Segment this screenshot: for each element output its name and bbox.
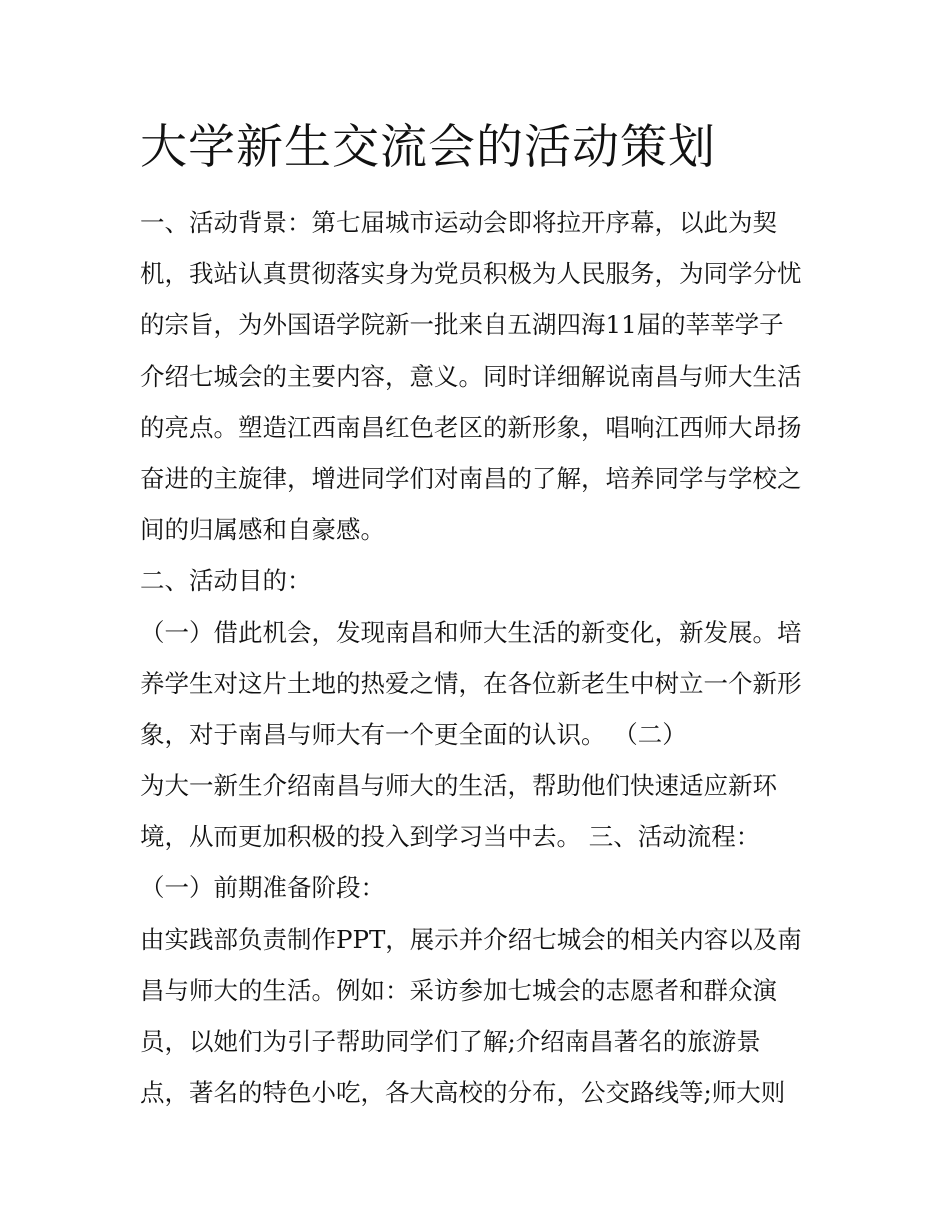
paragraph-line: 机，我站认真贯彻落实身为党员积极为人民服务，为同学分忧: [140, 259, 802, 289]
page-title: 大学新生交流会的活动策划: [140, 120, 716, 175]
paragraph-line: 的亮点。塑造江西南昌红色老区的新形象，唱响江西师大昂扬: [140, 412, 802, 442]
paragraph-line: 点，著名的特色小吃，各大高校的分布，公交路线等;师大则: [140, 1078, 786, 1108]
paragraph-line: 奋进的主旋律，增进同学们对南昌的了解，培养同学与学校之: [140, 463, 802, 493]
paragraph-line: 养学生对这片土地的热爱之情，在各位新老生中树立一个新形: [140, 668, 802, 698]
paragraph-line: 昌与师大的生活。例如：采访参加七城会的志愿者和群众演: [140, 975, 777, 1005]
paragraph-line: 员，以她们为引子帮助同学们了解;介绍南昌著名的旅游景: [140, 1027, 761, 1056]
paragraph-line: 象，对于南昌与师大有一个更全面的认识。 （二）: [140, 719, 687, 749]
paragraph-line: 间的归属感和自豪感。: [140, 515, 385, 545]
paragraph-line: 为大一新生介绍南昌与师大的生活，帮助他们快速适应新环: [140, 771, 777, 801]
section-heading: 二、活动目的：: [140, 566, 312, 596]
paragraph-line: 境，从而更加积极的投入到学习当中去。 三、活动流程：: [140, 822, 761, 852]
subsection-heading: （一）前期准备阶段：: [140, 873, 385, 903]
paragraph-line: （一）借此机会，发现南昌和师大生活的新变化，新发展。培: [140, 617, 802, 647]
paragraph-line: 介绍七城会的主要内容，意义。同时详细解说南昌与师大生活: [140, 361, 802, 391]
paragraph-line: 的宗旨，为外国语学院新一批来自五湖四海11届的莘莘学子: [140, 310, 784, 340]
document-body: [140, 202, 840, 1123]
paragraph-line: 一、活动背景：第七届城市运动会即将拉开序幕，以此为契: [140, 208, 777, 237]
paragraph-line: 由实践部负责制作PPT，展示并介绍七城会的相关内容以及南: [140, 924, 802, 954]
